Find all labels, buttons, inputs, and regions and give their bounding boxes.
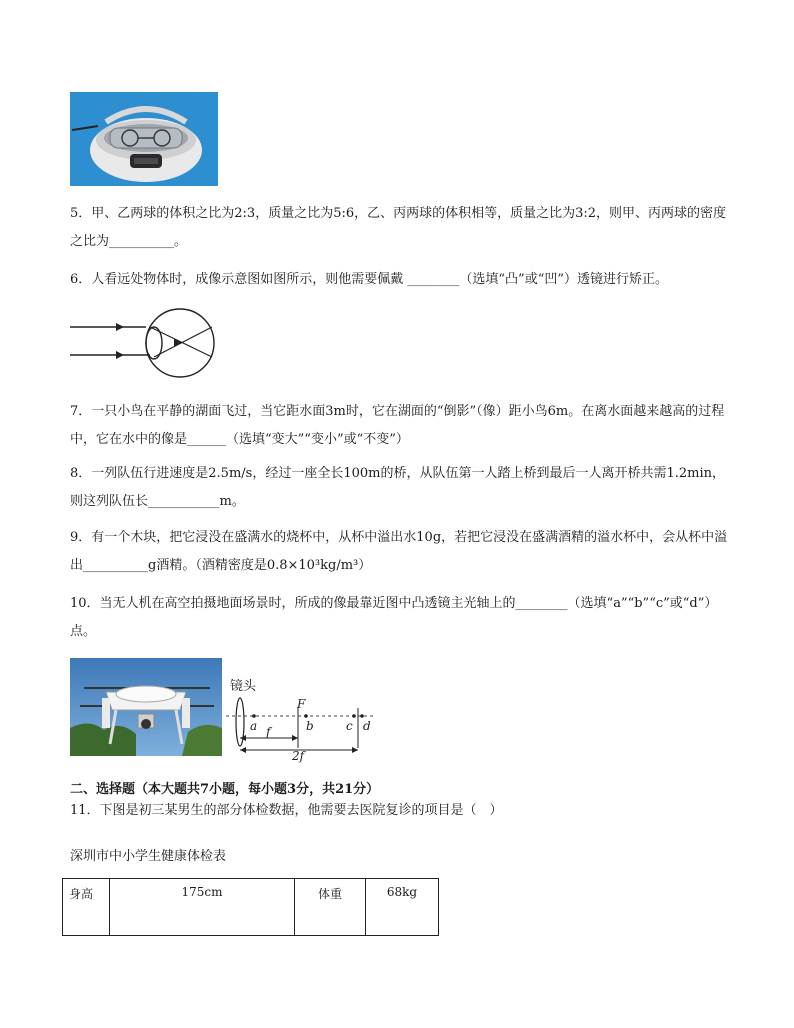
question-6: 6．人看远处物体时，成像示意图如图所示，则他需要佩戴 ________（选填“凸”或“凹”）透镜进行矫正。 <box>70 272 668 287</box>
focal-point-label: F <box>297 697 306 711</box>
table-cell-weight-label: 体重 <box>295 879 366 936</box>
table-cell-height-value: 175cm <box>110 879 295 936</box>
lens-label: 镜头 <box>230 679 257 694</box>
question-7: 7．一只小鸟在平静的湖面飞过，当它距水面3m时，它在湖面的“倒影”（像）距小鸟6m。在离水面越来越高的过程中，它在水中的像是______（选填“变大”“变小”或“不变”） <box>70 404 725 447</box>
eye-diagram <box>70 305 220 385</box>
question-10: 10．当无人机在高空拍摄地面场景时，所成的像最靠近图中凸透镜主光轴上的________（选填“a”“b”“c”或“d”）点。 <box>70 596 718 639</box>
point-b-label: b <box>306 719 314 733</box>
f-label: f <box>266 725 271 739</box>
question-5: 5．甲、乙两球的体积之比为2:3，质量之比为5:6，乙、丙两球的体积相等，质量之比为3:2，则甲、丙两球的密度之比为__________。 <box>70 206 727 249</box>
point-a-label: a <box>250 719 258 733</box>
question-9: 9．有一个木块，把它浸没在盛满水的烧杯中，从杯中溢出水10g，若把它浸没在盛满酒精的溢水杯中，会从杯中溢出__________g酒精。（酒精密度是0.8×10³kg/m³） <box>70 530 728 573</box>
question-11: 11．下图是初三某男生的部分体检数据，他需要去医院复诊的项目是（ ） <box>70 803 503 818</box>
table-cell-weight-value: 68kg <box>366 879 439 936</box>
table-cell-height-label: 身高 <box>63 879 110 936</box>
lens-diagram <box>226 674 386 764</box>
point-c-label: c <box>346 719 353 733</box>
section-2-heading: 二、选择题（本大题共7小题，每小题3分，共21分） <box>70 782 380 797</box>
table-title: 深圳市中小学生健康体检表 <box>70 849 227 864</box>
point-d-label: d <box>363 719 371 733</box>
ultrasonic-cleaner-photo <box>70 92 218 186</box>
drone-photo <box>70 658 222 756</box>
two-f-label: 2f <box>292 749 305 763</box>
question-8: 8．一列队伍行进速度是2.5m/s，经过一座全长100m的桥，从队伍第一人踏上桥到最后一人离开桥共需1.2min，则这列队伍长___________m。 <box>70 466 725 509</box>
table-row <box>63 879 439 936</box>
health-check-table <box>62 878 439 936</box>
